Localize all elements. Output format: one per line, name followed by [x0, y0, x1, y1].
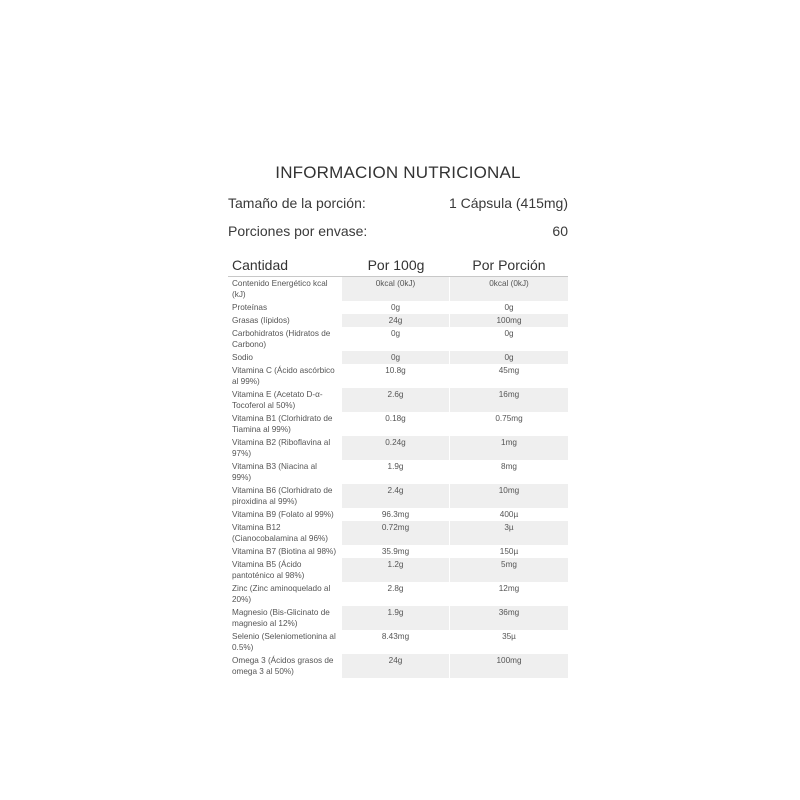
- nutrient-name: Carbohidratos (Hidratos de Carbono): [232, 329, 331, 349]
- value-per-portion: 100mg: [450, 654, 568, 678]
- table-row: [228, 582, 568, 606]
- table-row: [228, 436, 568, 460]
- value-per-portion: 36mg: [450, 606, 568, 630]
- servings-per-container-label: Porciones por envase:: [228, 223, 368, 239]
- nutrient-name: Vitamina B6 (Clorhidrato de piroxidina al 99%): [232, 486, 333, 506]
- nutrient-name: Vitamina B9 (Folato al 99%): [232, 510, 334, 519]
- table-row: [228, 412, 568, 436]
- table-row: [228, 508, 568, 521]
- nutrient-name: Sodio: [232, 353, 253, 362]
- serving-size-label: Tamaño de la porción:: [228, 195, 366, 211]
- value-per-portion: 3µ: [450, 521, 568, 545]
- label-title: INFORMACION NUTRICIONAL: [275, 163, 521, 182]
- value-per-portion: 35µ: [450, 630, 568, 654]
- nutrient-name: Vitamina B3 (Niacina al 99%): [232, 462, 317, 482]
- value-per-100g: 24g: [342, 314, 450, 327]
- servings-per-container-row: [228, 218, 568, 244]
- table-row: [228, 484, 568, 508]
- value-per-100g: 24g: [342, 654, 450, 678]
- value-per-100g: 1.9g: [342, 460, 450, 484]
- table-row: [228, 606, 568, 630]
- value-per-100g: 1.2g: [342, 558, 450, 582]
- table-body: [228, 277, 568, 678]
- nutrient-name: Vitamina B1 (Clorhidrato de Tiamina al 99%): [232, 414, 333, 434]
- table-row: [228, 388, 568, 412]
- table-header: [228, 254, 568, 277]
- value-per-100g: 0.72mg: [342, 521, 450, 545]
- value-per-portion: 400µ: [450, 508, 568, 521]
- value-per-100g: 0.24g: [342, 436, 450, 460]
- value-per-100g: 0g: [342, 351, 450, 364]
- value-per-100g: 35.9mg: [342, 545, 450, 558]
- value-per-portion: 100mg: [450, 314, 568, 327]
- nutrient-name: Omega 3 (Ácidos grasos de omega 3 al 50%): [232, 656, 334, 676]
- value-per-portion: 45mg: [450, 364, 568, 388]
- nutrient-name: Vitamina B5 (Ácido pantoténico al 98%): [232, 560, 305, 580]
- value-per-100g: 96.3mg: [342, 508, 450, 521]
- table-row: [228, 327, 568, 351]
- value-per-100g: 1.9g: [342, 606, 450, 630]
- value-per-100g: 0g: [342, 327, 450, 351]
- nutrient-name: Vitamina B7 (Biotina al 98%): [232, 547, 337, 556]
- nutrient-name: Vitamina B2 (Riboflavina al 97%): [232, 438, 331, 458]
- nutrient-name: Grasas (lípidos): [232, 316, 290, 325]
- header-por-100g: Por 100g: [367, 257, 425, 273]
- nutrient-name: Magnesio (Bis-Glicinato de magnesio al 12%): [232, 608, 330, 628]
- value-per-portion: 150µ: [450, 545, 568, 558]
- value-per-100g: 2.8g: [342, 582, 450, 606]
- value-per-100g: 8.43mg: [342, 630, 450, 654]
- value-per-portion: 12mg: [450, 582, 568, 606]
- table-row: [228, 460, 568, 484]
- value-per-portion: 0.75mg: [450, 412, 568, 436]
- value-per-portion: 5mg: [450, 558, 568, 582]
- table-row: [228, 301, 568, 314]
- nutrition-label: [228, 160, 568, 678]
- table-row: [228, 314, 568, 327]
- nutrient-name: Vitamina B12 (Cianocobalamina al 96%): [232, 523, 329, 543]
- value-per-portion: 0g: [450, 351, 568, 364]
- header-por-porcion: Por Porción: [472, 257, 546, 273]
- value-per-portion: 0g: [450, 327, 568, 351]
- value-per-portion: 8mg: [450, 460, 568, 484]
- nutrient-name: Vitamina C (Ácido ascórbico al 99%): [232, 366, 335, 386]
- table-row: [228, 521, 568, 545]
- value-per-100g: 0kcal (0kJ): [342, 277, 450, 301]
- value-per-100g: 0.18g: [342, 412, 450, 436]
- value-per-100g: 2.4g: [342, 484, 450, 508]
- table-row: [228, 654, 568, 678]
- value-per-portion: 10mg: [450, 484, 568, 508]
- nutrient-name: Proteínas: [232, 303, 268, 312]
- nutrient-name: Selenio (Seleniometionina al 0.5%): [232, 632, 336, 652]
- nutrient-name: Contenido Energético kcal (kJ): [232, 279, 328, 299]
- serving-size-value: 1 Cápsula (415mg): [448, 195, 568, 211]
- table-row: [228, 277, 568, 301]
- table-row: [228, 630, 568, 654]
- nutrient-name: Zinc (Zinc aminoquelado al 20%): [232, 584, 331, 604]
- table-row: [228, 545, 568, 558]
- value-per-portion: 16mg: [450, 388, 568, 412]
- table-row: [228, 351, 568, 364]
- value-per-portion: 0g: [450, 301, 568, 314]
- value-per-portion: 1mg: [450, 436, 568, 460]
- nutrient-name: Vitamina E (Acetato D-α-Tocoferol al 50%): [232, 390, 323, 410]
- value-per-100g: 0g: [342, 301, 450, 314]
- value-per-portion: 0kcal (0kJ): [450, 277, 568, 301]
- table-row: [228, 558, 568, 582]
- header-cantidad: Cantidad: [232, 257, 289, 273]
- table-row: [228, 364, 568, 388]
- value-per-100g: 2.6g: [342, 388, 450, 412]
- serving-size-row: [228, 190, 568, 216]
- value-per-100g: 10.8g: [342, 364, 450, 388]
- servings-per-container-value: 60: [552, 223, 568, 239]
